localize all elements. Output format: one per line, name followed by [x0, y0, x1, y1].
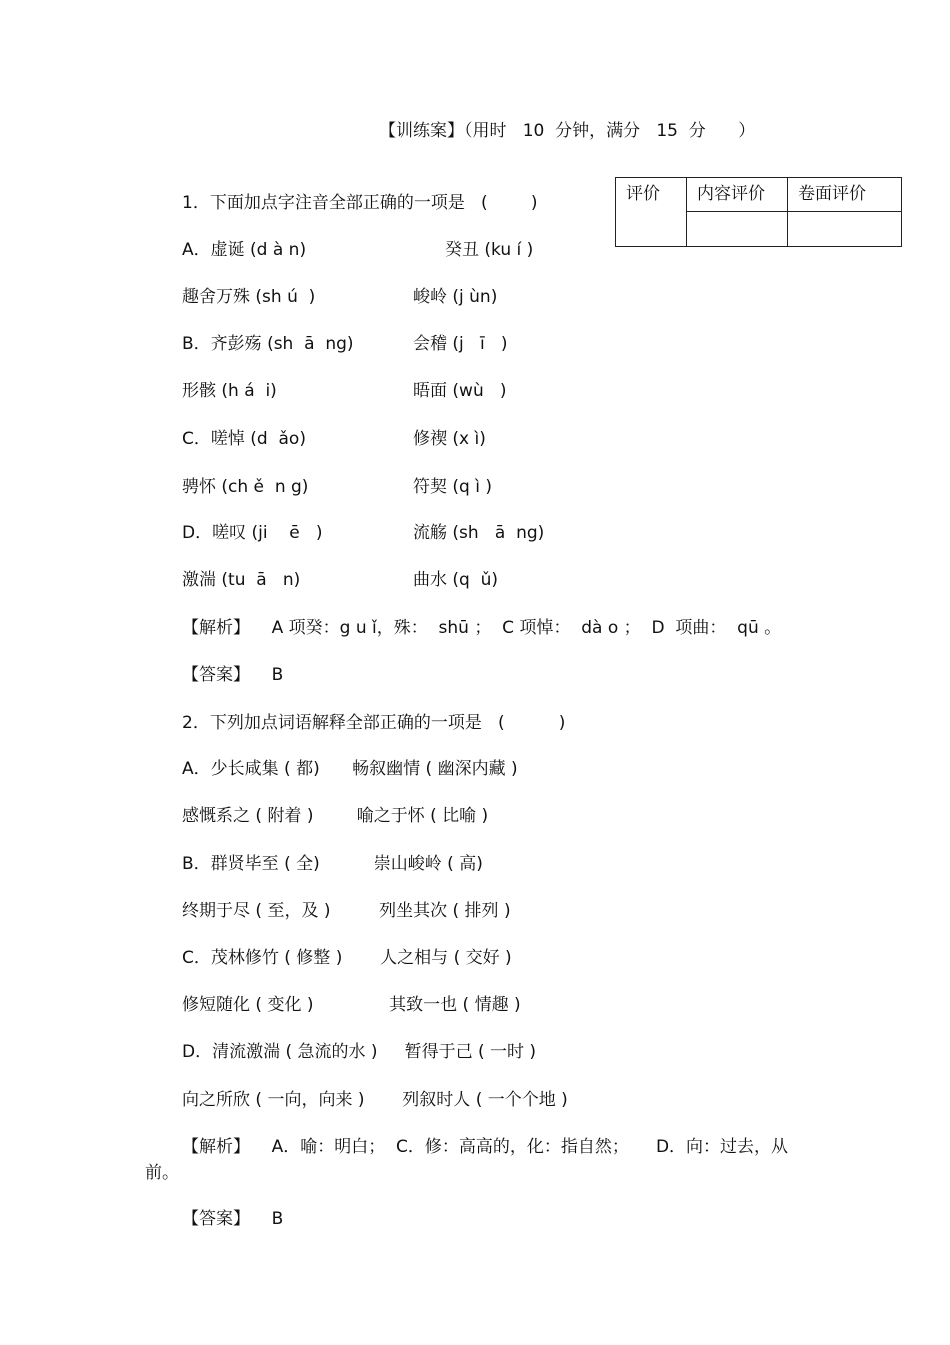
q1-option-right: 晤面 (wù ): [413, 381, 507, 401]
q1-analysis: 【解析】 A 项癸：g u ǐ，殊： shū ； C 项悼： dà o ； D 项曲： qū 。: [182, 618, 782, 638]
q1-option-left: 趣舍万殊 (sh ú ): [182, 287, 316, 307]
q1-option-right: 符契 (q ì ): [413, 477, 492, 497]
q1-option-right: 峻岭 (j ùn): [413, 287, 498, 307]
q2-line: A．少长咸集 ( 都) 畅叙幽情 ( 幽深内藏 ): [182, 759, 518, 779]
q2-answer: 【答案】 B: [182, 1209, 284, 1229]
q1-option-right: 流觞 (sh ā ng): [413, 523, 545, 543]
q2-line: 感慨系之 ( 附着 ) 喻之于怀 ( 比喻 ): [182, 806, 489, 826]
q1-option-left: A．虚诞 (d à n): [182, 240, 307, 260]
eval-content-cell: [687, 212, 788, 247]
q2-line: 向之所欣 ( 一向，向来 ) 列叙时人 ( 一个个地 ): [182, 1090, 568, 1110]
q2-line: 修短随化 ( 变化 ) 其致一也 ( 情趣 ): [182, 995, 521, 1015]
q2-stem: 2．下列加点词语解释全部正确的一项是 ( ): [182, 713, 566, 733]
eval-header-rating: 评价: [616, 178, 687, 247]
q1-stem: 1．下面加点字注音全部正确的一项是 ( ): [182, 193, 538, 213]
eval-header-content: 内容评价: [687, 178, 788, 212]
q2-line: D．清流激湍 ( 急流的水 ) 暂得于己 ( 一时 ): [182, 1042, 537, 1062]
q2-analysis: 【解析】 A．喻：明白； C．修：高高的，化：指自然； D．向：过去，从: [182, 1137, 789, 1157]
q1-option-right: 癸丑 (ku í ): [445, 240, 534, 260]
q2-line: B．群贤毕至 ( 全) 崇山峻岭 ( 高): [182, 854, 483, 874]
q1-option-right: 曲水 (q ǔ): [413, 570, 499, 590]
page-header-title: 【训练案】（用时 10 分钟，满分 15 分 ）: [379, 121, 756, 141]
q1-answer: 【答案】 B: [182, 665, 284, 685]
q2-line: C．茂林修竹 ( 修整 ) 人之相与 ( 交好 ): [182, 948, 512, 968]
eval-header-layout: 卷面评价: [788, 178, 902, 212]
q1-option-right: 会稽 (j ī ): [413, 334, 508, 354]
eval-layout-cell: [788, 212, 902, 247]
q1-option-right: 修禊 (x ì): [413, 429, 486, 449]
q1-option-left: D．嗟叹 (ji ē ): [182, 523, 323, 543]
q2-analysis-continued: 前。: [145, 1163, 179, 1183]
q1-option-left: B．齐彭殇 (sh ā ng): [182, 334, 354, 354]
evaluation-table: [615, 177, 902, 247]
q1-option-left: C．嗟悼 (d ǎo): [182, 429, 306, 449]
q1-option-left: 骋怀 (ch ě n g): [182, 477, 309, 497]
q1-option-left: 激湍 (tu ā n): [182, 570, 301, 590]
q1-option-left: 形骸 (h á i): [182, 381, 277, 401]
q2-line: 终期于尽 ( 至，及 ) 列坐其次 ( 排列 ): [182, 901, 511, 921]
